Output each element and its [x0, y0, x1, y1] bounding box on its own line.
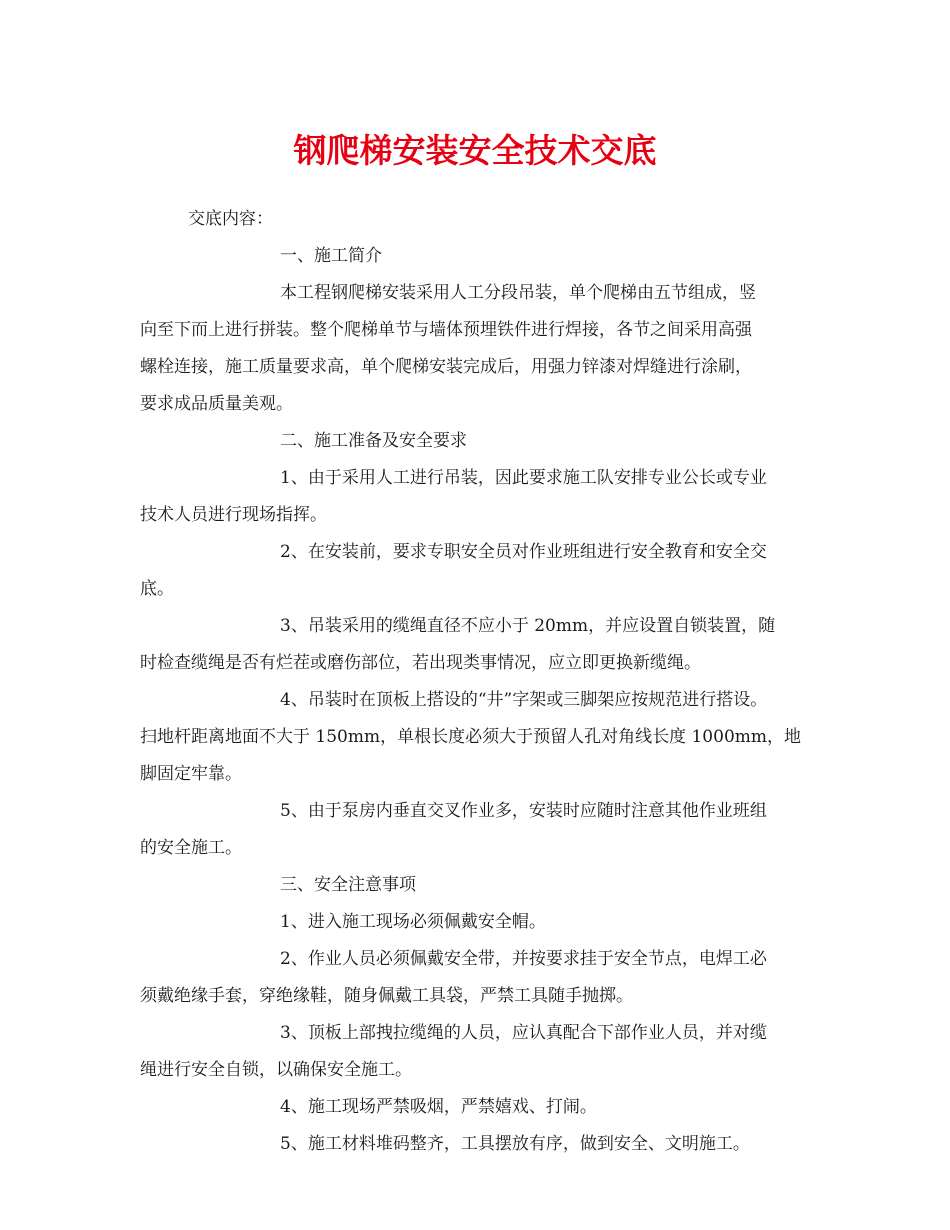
text-line: 时检查缆绳是否有烂茬或磨伤部位，若出现类事情况，应立即更换新缆绳。 [140, 653, 701, 673]
text-line: 1、进入施工现场必须佩戴安全帽。 [280, 912, 546, 932]
text-line: 技术人员进行现场指挥。 [140, 505, 327, 525]
text-line: 1、由于采用人工进行吊装，因此要求施工队安排专业公长或专业 [280, 468, 767, 488]
text-line: 绳进行安全自锁，以确保安全施工。 [140, 1060, 412, 1080]
text-line: 2、作业人员必须佩戴安全带，并按要求挂于安全节点，电焊工必 [280, 949, 767, 969]
text-line: 须戴绝缘手套，穿绝缘鞋，随身佩戴工具袋，严禁工具随手抛掷。 [140, 986, 633, 1006]
text-line: 一、施工简介 [280, 246, 382, 266]
text-line: 要求成品质量美观。 [140, 394, 293, 414]
document-body [140, 201, 830, 1163]
text-line: 4、吊装时在顶板上搭设的“井”字架或三脚架应按规范进行搭设。 [280, 690, 768, 710]
text-line: 3、吊装采用的缆绳直径不应小于 20mm，并应设置自锁装置，随 [280, 616, 776, 636]
text-line: 3、顶板上部拽拉缆绳的人员，应认真配合下部作业人员，并对缆 [280, 1023, 767, 1043]
text-line: 三、安全注意事项 [280, 875, 416, 895]
text-line: 脚固定牢靠。 [140, 764, 242, 784]
text-line: 本工程钢爬梯安装采用人工分段吊装，单个爬梯由五节组成，竖 [280, 283, 756, 303]
text-line: 底。 [140, 579, 174, 599]
text-line: 的安全施工。 [140, 838, 242, 858]
text-line: 二、施工准备及安全要求 [280, 431, 467, 451]
text-line: 5、施工材料堆码整齐，工具摆放有序，做到安全、文明施工。 [280, 1134, 750, 1154]
text-line: 交底内容： [188, 209, 273, 229]
text-line: 向至下而上进行拼装。整个爬梯单节与墙体预埋铁件进行焊接，各节之间采用高强 [140, 320, 752, 340]
text-line: 2、在安装前，要求专职安全员对作业班组进行安全教育和安全交 [280, 542, 767, 562]
document-title: 钢爬梯安装安全技术交底 [293, 131, 657, 170]
text-line: 螺栓连接，施工质量要求高，单个爬梯安装完成后，用强力锌漆对焊缝进行涂刷， [140, 357, 752, 377]
text-line: 4、施工现场严禁吸烟，严禁嬉戏、打闹。 [280, 1097, 597, 1117]
text-line: 扫地杆距离地面不大于 150mm，单根长度必须大于预留人孔对角线长度 1000mm，地 [140, 727, 801, 747]
text-line: 5、由于泵房内垂直交叉作业多，安装时应随时注意其他作业班组 [280, 801, 767, 821]
